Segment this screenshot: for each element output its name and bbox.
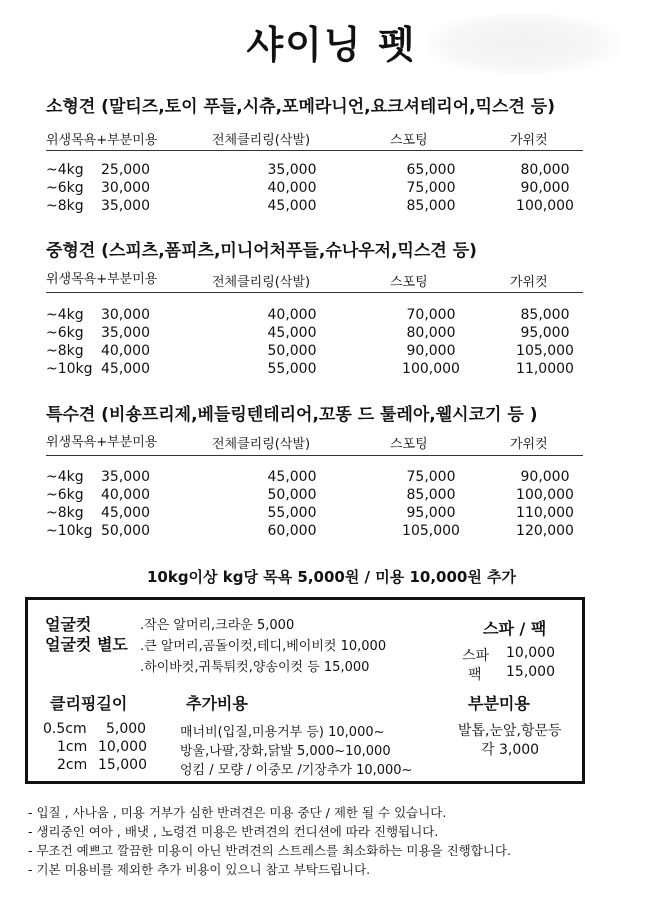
clipping-price-cell: 50,000	[267, 343, 317, 359]
options-box	[25, 597, 585, 784]
column-header-spotting: 스포팅	[390, 133, 428, 148]
bath-price-cell: 40,000	[101, 487, 150, 503]
weight-cell: ~10kg	[46, 361, 93, 377]
table-row	[46, 307, 586, 324]
blurred-region	[428, 14, 618, 74]
bath-price-cell: 45,000	[101, 361, 150, 377]
scissor-price-cell: 100,000	[516, 487, 574, 503]
table-row	[46, 469, 586, 486]
column-header-scissor: 가위컷	[510, 275, 548, 290]
bath-price-cell: 40,000	[101, 343, 150, 359]
bath-price-cell: 30,000	[101, 307, 150, 323]
clipping-price-cell: 55,000	[267, 505, 317, 521]
scissor-price-cell: 100,000	[516, 198, 574, 214]
clip-length-label: 0.5cm	[43, 721, 87, 737]
scissor-price-cell: 110,000	[516, 505, 574, 521]
weight-cell: ~4kg	[46, 162, 84, 178]
spotting-price-cell: 95,000	[406, 505, 456, 521]
clip-length-price: 5,000	[106, 721, 147, 737]
spotting-price-cell: 75,000	[406, 469, 456, 485]
partial-grooming-title: 부분미용	[468, 694, 530, 713]
table-row	[46, 198, 586, 215]
face-cut-separate-title: 얼굴컷 별도	[45, 635, 128, 654]
scissor-price-cell: 11,0000	[516, 361, 574, 377]
scissor-price-cell: 105,000	[516, 343, 574, 359]
table-row	[46, 162, 586, 179]
clip-length-label: 2cm	[57, 757, 88, 773]
clipping-price-cell: 45,000	[267, 325, 317, 341]
face-cut-item: .하이바컷,귀툭튀컷,양송이컷 등 15,000	[140, 660, 370, 675]
spotting-price-cell: 100,000	[402, 361, 460, 377]
footer-note: - 기본 미용비를 제외한 추가 비용이 있으니 참고 부탁드립니다.	[28, 862, 371, 877]
weight-cell: ~4kg	[46, 307, 84, 323]
clipping-price-cell: 40,000	[267, 307, 317, 323]
column-header-bath: 위생목욕+부분미용	[46, 272, 158, 287]
weight-cell: ~8kg	[46, 505, 84, 521]
extra-cost-item: 방울,나팔,장화,닭발 5,000~10,000	[180, 744, 391, 759]
spotting-price-cell: 80,000	[406, 325, 456, 341]
column-header-scissor: 가위컷	[510, 133, 548, 148]
clipping-price-cell: 55,000	[267, 361, 317, 377]
footer-note: - 생리중인 여아 , 배냇 , 노령견 미용은 반려견의 컨디션에 따라 진행됩니다.	[28, 824, 439, 839]
table-row	[46, 325, 586, 342]
partial-grooming-items: 발톱,눈앞,항문등	[458, 723, 562, 739]
spa-price: 10,000	[506, 645, 555, 661]
partial-grooming-price: 각 3,000	[481, 742, 540, 758]
bath-price-cell: 35,000	[101, 198, 150, 214]
divider	[46, 292, 583, 293]
weight-cell: ~10kg	[46, 523, 93, 539]
clipping-price-cell: 45,000	[267, 469, 317, 485]
pack-price: 15,000	[506, 664, 555, 680]
scissor-price-cell: 90,000	[520, 469, 570, 485]
spotting-price-cell: 70,000	[406, 307, 456, 323]
bath-price-cell: 25,000	[101, 162, 150, 178]
face-cut-title: 얼굴컷	[45, 615, 92, 634]
footer-note: - 입질 , 사나움 , 미용 거부가 심한 반려견은 미용 중단 / 제한 될 수 있습니다.	[28, 805, 447, 820]
scissor-price-cell: 95,000	[520, 325, 570, 341]
column-header-clipping: 전체클리링(삭발)	[212, 133, 311, 148]
category-title-special: 특수견 (비숑프리제,베들링텐테리어,꼬똥 드 툴레아,웰시코기 등 )	[46, 405, 538, 425]
spa-pack-title: 스파 / 팩	[483, 619, 547, 638]
bath-price-cell: 35,000	[101, 469, 150, 485]
extra-cost-title: 추가비용	[186, 694, 248, 713]
clip-length-price: 10,000	[98, 739, 147, 755]
divider	[46, 150, 583, 151]
extra-cost-item: 엉킴 / 모량 / 이중모 /기장추가 10,000~	[180, 763, 413, 778]
bath-price-cell: 30,000	[101, 180, 150, 196]
table-row	[46, 343, 586, 360]
column-header-spotting: 스포팅	[390, 275, 428, 290]
spa-label: 스파	[462, 648, 490, 664]
weight-cell: ~8kg	[46, 343, 84, 359]
clipping-price-cell: 50,000	[267, 487, 317, 503]
spotting-price-cell: 75,000	[406, 180, 456, 196]
scissor-price-cell: 85,000	[520, 307, 570, 323]
bath-price-cell: 50,000	[101, 523, 150, 539]
shop-title: 샤이닝 펫	[246, 23, 417, 67]
spotting-price-cell: 85,000	[406, 487, 456, 503]
weight-cell: ~8kg	[46, 198, 84, 214]
scissor-price-cell: 90,000	[520, 180, 570, 196]
extra-weight-notice: 10kg이상 kg당 목욕 5,000원 / 미용 10,000원 추가	[146, 568, 517, 586]
bath-price-cell: 45,000	[101, 505, 150, 521]
clip-length-label: 1cm	[57, 739, 88, 755]
scissor-price-cell: 120,000	[516, 523, 574, 539]
weight-cell: ~6kg	[46, 325, 84, 341]
column-header-clipping: 전체클리링(삭발)	[212, 437, 311, 452]
clipping-price-cell: 45,000	[267, 198, 317, 214]
clipping-length-title: 클리핑길이	[50, 694, 128, 713]
scissor-price-cell: 80,000	[520, 162, 570, 178]
face-cut-item: .큰 알머리,곰돌이컷,테디,베이비컷 10,000	[140, 639, 387, 654]
column-header-clipping: 전체클리링(삭발)	[212, 275, 311, 290]
column-header-scissor: 가위컷	[510, 437, 548, 452]
footer-note: - 무조건 예쁘고 깔끔한 미용이 아닌 반려견의 스트레스를 최소화하는 미용을 진행합니다.	[28, 843, 511, 858]
table-row	[46, 487, 586, 504]
clip-length-price: 15,000	[98, 757, 147, 773]
footer-notes	[28, 803, 511, 879]
clipping-price-cell: 40,000	[267, 180, 317, 196]
column-header-bath: 위생목욕+부분미용	[46, 435, 158, 450]
column-header-spotting: 스포팅	[390, 437, 428, 452]
pack-label: 팩	[468, 667, 482, 683]
category-title-small: 소형견 (말티즈,토이 푸들,시츄,포메라니언,요크셔테리어,믹스견 등)	[46, 97, 555, 117]
weight-cell: ~4kg	[46, 469, 84, 485]
spotting-price-cell: 90,000	[406, 343, 456, 359]
divider	[46, 455, 583, 456]
table-row	[46, 505, 586, 522]
spotting-price-cell: 105,000	[402, 523, 460, 539]
face-cut-item: .작은 알머리,크라운 5,000	[140, 618, 295, 633]
extra-cost-item: 매너비(입질,미용거부 등) 10,000~	[180, 725, 385, 740]
weight-cell: ~6kg	[46, 487, 84, 503]
category-title-medium: 중형견 (스피츠,폼피츠,미니어처푸들,슈나우저,믹스견 등)	[46, 241, 477, 261]
clipping-price-cell: 35,000	[267, 162, 317, 178]
spotting-price-cell: 65,000	[406, 162, 456, 178]
weight-cell: ~6kg	[46, 180, 84, 196]
table-row	[46, 180, 586, 197]
table-row	[46, 361, 586, 378]
spotting-price-cell: 85,000	[406, 198, 456, 214]
clipping-price-cell: 60,000	[267, 523, 317, 539]
bath-price-cell: 35,000	[101, 325, 150, 341]
column-header-bath: 위생목욕+부분미용	[46, 133, 158, 148]
table-row	[46, 523, 586, 540]
